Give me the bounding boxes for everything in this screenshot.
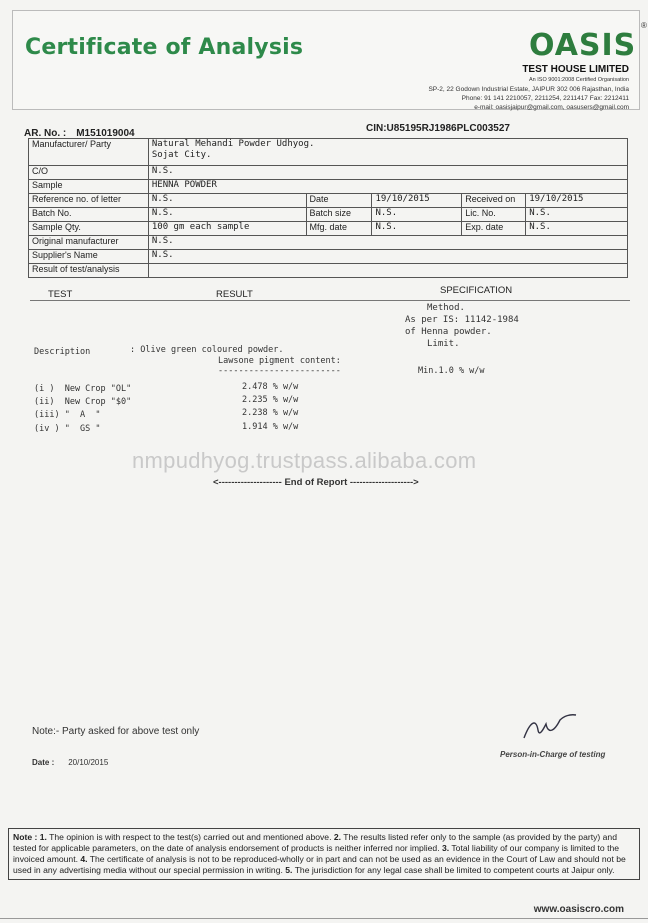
crop-row-label: (iv ) " GS " [34, 424, 101, 434]
page-title: Certificate of Analysis [25, 35, 304, 60]
company-phone: Phone: 91 141 2210057, 2211254, 2211417 Fax: 2212411 [461, 95, 629, 102]
note-3: Total liability of our company is limited to the invoiced amount. [13, 843, 620, 864]
signature-icon [520, 712, 580, 742]
note-number: 4. [80, 854, 88, 864]
crop-row-value: 2.238 % w/w [242, 408, 299, 418]
note-2: The results listed refer only to the sample (as provided by the party) and tested for applicable parameters, on the date of analysis endorsement of products is neither inferred nor implied. [13, 832, 617, 853]
co-value: N.S. [148, 166, 627, 180]
supplier-label: Supplier's Name [29, 250, 149, 264]
note-number: 1. [39, 832, 47, 842]
spec-limit: Min.1.0 % w/w [418, 366, 485, 376]
crop-row-label: (i ) New Crop "OL" [34, 384, 132, 394]
crop-row-value: 2.478 % w/w [242, 382, 299, 392]
batch-size-label: Batch size [306, 208, 372, 222]
col-specification: SPECIFICATION [440, 285, 513, 296]
footer-line [0, 918, 648, 919]
orig-manufacturer-value: N.S. [148, 236, 627, 250]
received-value: 19/10/2015 [526, 194, 628, 208]
footer-url[interactable]: www.oasiscro.com [533, 904, 624, 915]
logo-wordmark: OASIS [529, 28, 637, 61]
manufacturer-line2: Sojat City. [151, 150, 212, 160]
qty-value: 100 gm each sample [148, 222, 306, 236]
issue-date [32, 758, 108, 767]
terms-notes [8, 828, 640, 880]
date-label: Date [306, 194, 372, 208]
orig-manufacturer-label: Original manufacturer [29, 236, 149, 250]
lawsone-underline: ------------------------ [218, 366, 341, 376]
crop-row-value: 1.914 % w/w [242, 422, 299, 432]
result-label: Result of test/analysis [29, 264, 149, 278]
sample-label: Sample [29, 180, 149, 194]
supplier-value: N.S. [148, 250, 627, 264]
issue-date-label: Date : [32, 758, 55, 767]
spec-line3: of Henna powder. [405, 327, 492, 337]
crop-row-label: (ii) New Crop "$0" [34, 397, 132, 407]
specification-block [405, 302, 519, 350]
col-result: RESULT [216, 289, 253, 300]
person-in-charge: Person-in-Charge of testing [500, 750, 606, 759]
date-value: 19/10/2015 [372, 194, 462, 208]
manufacturer-value [148, 139, 627, 166]
batch-value: N.S. [148, 208, 306, 222]
note-1: The opinion is with respect to the test(s) carried out and mentioned above. [49, 832, 332, 842]
co-label: C/O [29, 166, 149, 180]
result-value [148, 264, 627, 278]
lawsone-heading: Lawsone pigment content: [218, 356, 341, 366]
cin-number: CIN:U85195RJ1986PLC003527 [366, 123, 510, 134]
registered-mark: ® [641, 21, 647, 30]
exp-label: Exp. date [462, 222, 526, 236]
received-label: Received on [462, 194, 526, 208]
crop-row-value: 2.235 % w/w [242, 395, 299, 405]
iso-line: An ISO 9001:2008 Certified Organisation [529, 77, 629, 83]
ar-value: M151019004 [76, 128, 135, 139]
watermark: nmpudhyog.trustpass.alibaba.com [132, 448, 477, 473]
batch-label: Batch No. [29, 208, 149, 222]
end-of-report: <-------------------- End of Report --------------------> [213, 477, 419, 488]
description-value: : Olive green coloured powder. [130, 345, 284, 355]
lic-value: N.S. [526, 208, 628, 222]
note-number: 3. [441, 843, 450, 853]
party-note: Note:- Party asked for above test only [32, 726, 200, 737]
spec-line4: Limit. [427, 339, 460, 349]
batch-size-value: N.S. [372, 208, 462, 222]
manufacturer-line1: Natural Mehandi Powder Udhyog. [151, 139, 315, 149]
reference-label: Reference no. of letter [29, 194, 149, 208]
mfg-value: N.S. [372, 222, 462, 236]
oasis-logo [527, 25, 637, 61]
column-divider [30, 300, 630, 301]
notes-label: Note : [13, 832, 38, 842]
note-number: 5. [285, 865, 293, 875]
company-email: e-mail: oasisjaipur@gmail.com, oasusers@gmail.com [474, 104, 629, 111]
note-5: The jurisdiction for any legal case shall be limited to competent courts at Jaipur only. [294, 865, 615, 875]
manufacturer-label: Manufacturer/ Party [29, 139, 149, 166]
sample-value: HENNA POWDER [148, 180, 627, 194]
note-number: 2. [333, 832, 342, 842]
lic-label: Lic. No. [462, 208, 526, 222]
company-address: SP-2, 22 Godown Industrial Estate, JAIPUR 302 006 Rajasthan, India [428, 86, 629, 93]
note-4: The certificate of analysis is not to be reproduced-wholly or in part and can not be used as an evidence in the Court of Law and should not be used in any advertising media without our special permission in writing. [13, 854, 626, 875]
description-label: Description [34, 347, 91, 357]
exp-value: N.S. [526, 222, 628, 236]
crop-row-label: (iii) " A " [34, 410, 101, 420]
reference-value: N.S. [148, 194, 306, 208]
sample-info-table [28, 138, 628, 278]
issue-date-value: 20/10/2015 [68, 758, 109, 767]
qty-label: Sample Qty. [29, 222, 149, 236]
spec-line2: As per IS: 11142-1984 [405, 315, 519, 325]
col-test: TEST [48, 289, 73, 300]
company-name: TEST HOUSE LIMITED [522, 64, 629, 75]
spec-line1: Method. [427, 303, 465, 313]
mfg-label: Mfg. date [306, 222, 372, 236]
ar-label: AR. No. : [24, 128, 67, 139]
letterhead [12, 10, 647, 111]
